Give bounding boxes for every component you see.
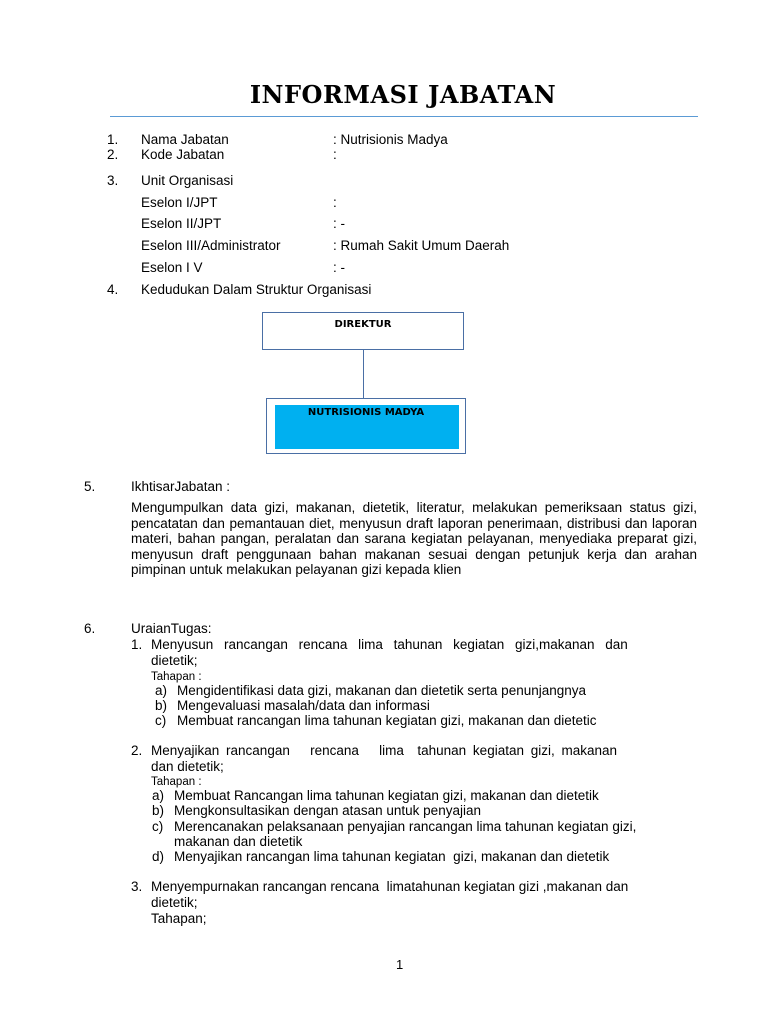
org-box-direktur — [262, 312, 464, 350]
tahapan-label: Tahapan : — [151, 776, 202, 788]
step-text: Mengevaluasi masalah/data dan informasi — [177, 698, 430, 713]
step-text: Membuat Rancangan lima tahunan kegiatan gizi, makanan dan dietetik — [174, 788, 599, 803]
step-text: Merencanakan pelaksanaan penyajian rancangan lima tahunan kegiatan gizi, — [174, 819, 637, 834]
unit-label: Eselon I/JPT — [141, 195, 218, 210]
step-letter: b) — [152, 803, 165, 818]
unit-value: : - — [333, 216, 345, 231]
item-value: : Nutrisionis Madya — [333, 132, 448, 147]
task-text: Menyajikan rancangan rencana lima tahunan kegiatan gizi, makanan — [151, 743, 618, 758]
task-text: Menyempurnakan rancangan rencana limatahunan kegiatan gizi ,makanan dan — [151, 879, 629, 894]
step-text: Menyajikan rancangan lima tahunan kegiatan gizi, makanan dan dietetik — [174, 849, 610, 864]
unit-label: Eselon III/Administrator — [141, 238, 281, 253]
task-text: dietetik; — [151, 653, 198, 668]
section-heading: UraianTugas: — [131, 621, 212, 636]
step-text: Membuat rancangan lima tahunan kegiatan gizi, makanan dan dietetic — [177, 713, 597, 728]
unit-value: : Rumah Sakit Umum Daerah — [333, 238, 510, 253]
item-label: Nama Jabatan — [141, 132, 229, 147]
section-heading: IkhtisarJabatan : — [131, 479, 231, 494]
unit-label: Eselon II/JPT — [141, 216, 222, 231]
step-letter: c) — [152, 819, 164, 834]
step-letter: c) — [155, 713, 167, 728]
org-box-nutrisionis — [266, 398, 466, 454]
unit-label: Eselon I V — [141, 260, 203, 275]
item-label: Unit Organisasi — [141, 173, 234, 188]
task-text: dan dietetik; — [151, 759, 224, 774]
page-number: 1 — [396, 957, 404, 972]
item-number: 3. — [107, 173, 119, 188]
task-number: 3. — [131, 879, 143, 894]
item-value: : — [333, 147, 337, 162]
tahapan-label: Tahapan : — [151, 671, 202, 683]
title-underline — [110, 116, 698, 117]
unit-value: : - — [333, 260, 345, 275]
org-box-label: DIREKTUR — [334, 319, 392, 330]
item-label: Kedudukan Dalam Struktur Organisasi — [141, 282, 372, 297]
task-number: 1. — [131, 637, 143, 652]
step-letter: a) — [152, 788, 165, 803]
step-text: Mengidentifikasi data gizi, makanan dan dietetik serta penunjangnya — [177, 683, 587, 698]
step-letter: d) — [152, 849, 165, 864]
item-number: 1. — [107, 132, 119, 147]
task-number: 2. — [131, 743, 143, 758]
document-title: INFORMASI JABATAN — [249, 80, 557, 109]
item-label: Kode Jabatan — [141, 147, 225, 162]
org-box-label: NUTRISIONIS MADYA — [307, 407, 425, 418]
task-text: dietetik; — [151, 895, 198, 910]
step-text: makanan dan dietetik — [174, 834, 303, 849]
org-connector-line — [363, 350, 364, 398]
task-text: Menyusun rancangan rencana lima tahunan kegiatan gizi,makanan dan — [151, 637, 628, 652]
step-text: Mengkonsultasikan dengan atasan untuk penyajian — [174, 803, 481, 818]
item-number: 2. — [107, 147, 119, 162]
tahapan-label: Tahapan; — [151, 911, 207, 926]
unit-value: : — [333, 195, 337, 210]
step-letter: b) — [155, 698, 168, 713]
item-number: 4. — [107, 282, 119, 297]
section-number: 6. — [84, 621, 96, 636]
step-letter: a) — [155, 683, 168, 698]
section-number: 5. — [84, 479, 96, 494]
section-paragraph: Mengumpulkan data gizi, makanan, dietetik, literatur, melakukan pemeriksaan status gizi, pencatatan dan pemantauan diet, menyusun draft laporan penerimaan, distribusi dan laporan materi, bahan pangan, peralatan dan sarana kegiatan pelayanan, menyediaka preparat gizi, menyusun draft penggunaan bahan makanan sesuai dengan petunjuk kerja dan arahan pimpinan untuk melakukan pelayanan gizi kepada klien — [131, 500, 697, 578]
